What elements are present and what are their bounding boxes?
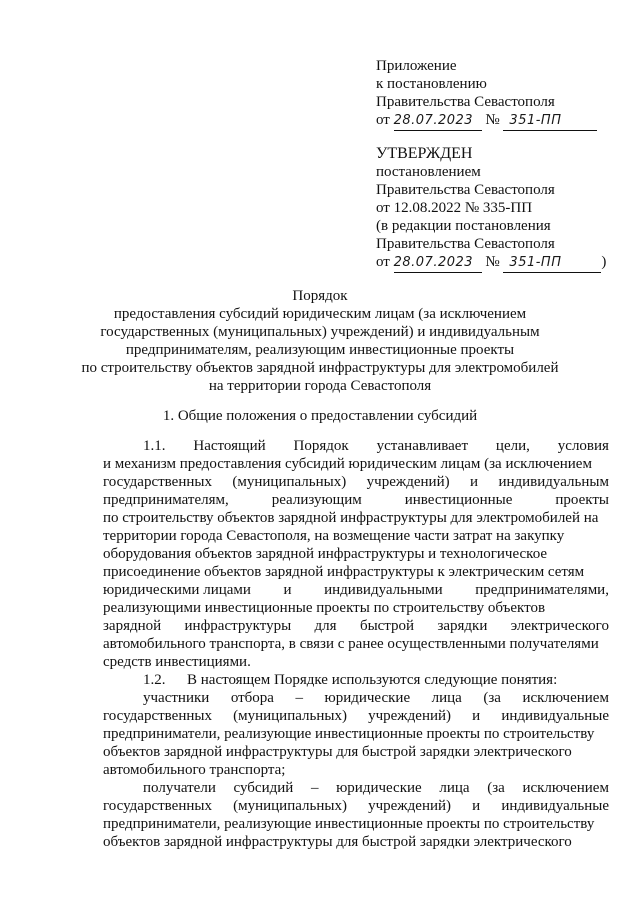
approved-from-label: от — [376, 254, 390, 270]
def2-line-3: предприниматели, реализующие инвестиционные проекты по строительству — [103, 816, 595, 832]
p11-line-1 — [143, 437, 609, 455]
def1-word: лица — [431, 690, 462, 706]
def2-word: (муниципальных) — [233, 798, 347, 814]
def2-word: исключением — [522, 780, 609, 796]
p11-line-10: реализующими инвестиционные проекты по строительству объектов — [103, 600, 546, 616]
p11-line-12: автомобильного транспорта, в связи с ранее осуществленными получателями — [103, 636, 599, 652]
appendix-from-label: от — [376, 112, 390, 128]
def2-line-4: объектов зарядной инфраструктуры для быстрой зарядки электрического — [103, 834, 572, 850]
approved-close-paren: ) — [601, 254, 607, 270]
def1-word: отбора — [230, 690, 274, 706]
p11-word: Порядок — [293, 438, 349, 454]
title-line-5: по строительству объектов зарядной инфраструктуры для электромобилей — [81, 360, 559, 376]
p11-word: инфраструктуры — [184, 618, 292, 634]
def1-line-4: объектов зарядной инфраструктуры для быстрой зарядки электрического — [103, 744, 572, 760]
p11-word: для — [314, 618, 337, 634]
p11-word: индивидуальным — [498, 474, 609, 490]
title-line-6: на территории города Севастополя — [208, 378, 432, 394]
p11-word: 1.1. — [143, 438, 166, 454]
def2-word: учреждений) — [368, 798, 452, 814]
appendix-date-handwritten: 28.07.2023 — [394, 112, 482, 131]
p11-word: учреждений) — [366, 474, 450, 490]
appendix-number-label: № — [485, 112, 500, 128]
approved-date-handwritten: 28.07.2023 — [394, 254, 482, 273]
def1-word: (муниципальных) — [233, 708, 347, 724]
approved-line-4: от 12.08.2022 № 335-ПП — [376, 200, 533, 216]
def1-word: (за — [483, 690, 501, 706]
p12-text: В настоящем Порядке используются следующие понятия: — [187, 672, 558, 688]
p11-word: индивидуальными — [324, 582, 443, 598]
p11-line-2: и механизм предоставления субсидий юридическим лицам (за исключением — [103, 456, 592, 472]
p11-word: и — [283, 582, 292, 598]
approved-number-label: № — [485, 254, 500, 270]
def2-word: индивидуальные — [501, 798, 609, 814]
def1-word: учреждений) — [368, 708, 452, 724]
def1-line-3: предприниматели, реализующие инвестиционные проекты по строительству — [103, 726, 595, 742]
p11-line-7: оборудования объектов зарядной инфраструктуры и технологическое — [103, 546, 548, 562]
p11-line-3 — [103, 473, 609, 491]
p11-line-9 — [103, 581, 609, 599]
def2-word: (за — [487, 780, 505, 796]
def2-line-2 — [103, 797, 609, 815]
def2-word: юридические — [336, 780, 422, 796]
p11-word: условия — [557, 438, 609, 454]
approved-line-6: Правительства Севастополя — [376, 236, 555, 252]
approved-number-handwritten: 351-ПП — [503, 254, 601, 273]
approved-line-7 — [376, 253, 606, 273]
def1-word: участники — [143, 690, 210, 706]
title-line-4: предпринимателям, реализующим инвестиционные проекты — [125, 342, 515, 358]
def2-line-1 — [143, 779, 609, 797]
def2-word: получатели — [143, 780, 216, 796]
p11-word: Настоящий — [193, 438, 266, 454]
def1-word: юридические — [324, 690, 411, 706]
p11-word: цели, — [495, 438, 530, 454]
p12-line — [143, 671, 557, 689]
p11-line-8: присоединение объектов зарядной инфраструктуры к электрическим сетям — [103, 564, 585, 580]
appendix-line-3: Правительства Севастополя — [376, 94, 555, 110]
p11-word: государственных — [103, 474, 212, 490]
p11-word: реализующим — [271, 492, 362, 508]
p11-word: предпринимателями, — [475, 582, 609, 598]
def2-word: государственных — [103, 798, 212, 814]
p11-word: и — [470, 474, 479, 490]
appendix-line-2: к постановлению — [376, 76, 487, 92]
def1-word: индивидуальные — [501, 708, 609, 724]
title-line-3: государственных (муниципальных) учреждений) и индивидуальным — [100, 324, 540, 340]
def1-word: – — [295, 690, 303, 706]
p11-word: предпринимателям, — [103, 492, 229, 508]
appendix-line-1: Приложение — [376, 58, 457, 74]
section-heading: 1. Общие положения о предоставлении субсидий — [162, 408, 478, 424]
def1-line-2 — [103, 707, 609, 725]
p11-line-13: средств инвестициями. — [103, 654, 251, 670]
def2-word: лица — [439, 780, 470, 796]
def1-line-5: автомобильного транспорта; — [103, 762, 286, 778]
def1-word: государственных — [103, 708, 212, 724]
p11-line-4 — [103, 491, 609, 509]
p11-word: инвестиционные — [404, 492, 513, 508]
approved-line-5: (в редакции постановления — [376, 218, 551, 234]
def1-line-1 — [143, 689, 609, 707]
p11-word: зарядки — [437, 618, 488, 634]
p11-line-6: территории города Севастополя, на возмещение части затрат на закупку — [103, 528, 565, 544]
title-line-1: Порядок — [292, 288, 348, 304]
def2-word: – — [310, 780, 319, 796]
p11-word: юридическими лицами — [103, 582, 251, 598]
p11-word: зарядной — [103, 618, 162, 634]
p11-word: (муниципальных) — [232, 474, 347, 490]
p11-word: устанавливает — [376, 438, 469, 454]
def2-word: субсидий — [233, 780, 294, 796]
p11-line-5: по строительству объектов зарядной инфраструктуры для электромобилей на — [103, 510, 599, 526]
title-line-2: предоставления субсидий юридическим лицам (за исключением — [113, 306, 527, 322]
def1-word: и — [472, 708, 481, 724]
p11-word: быстрой — [359, 618, 415, 634]
approved-line-3: Правительства Севастополя — [376, 182, 555, 198]
appendix-number-handwritten: 351-ПП — [503, 112, 597, 131]
p12-number: 1.2. — [143, 672, 166, 688]
p11-word: проекты — [555, 492, 609, 508]
p11-word: электрического — [510, 618, 609, 634]
def2-word: и — [472, 798, 481, 814]
approved-title: УТВЕРЖДЕН — [376, 145, 473, 162]
p11-line-11 — [103, 617, 609, 635]
approved-line-2: постановлением — [376, 164, 481, 180]
def1-word: исключением — [522, 690, 609, 706]
appendix-line-4 — [376, 111, 597, 131]
